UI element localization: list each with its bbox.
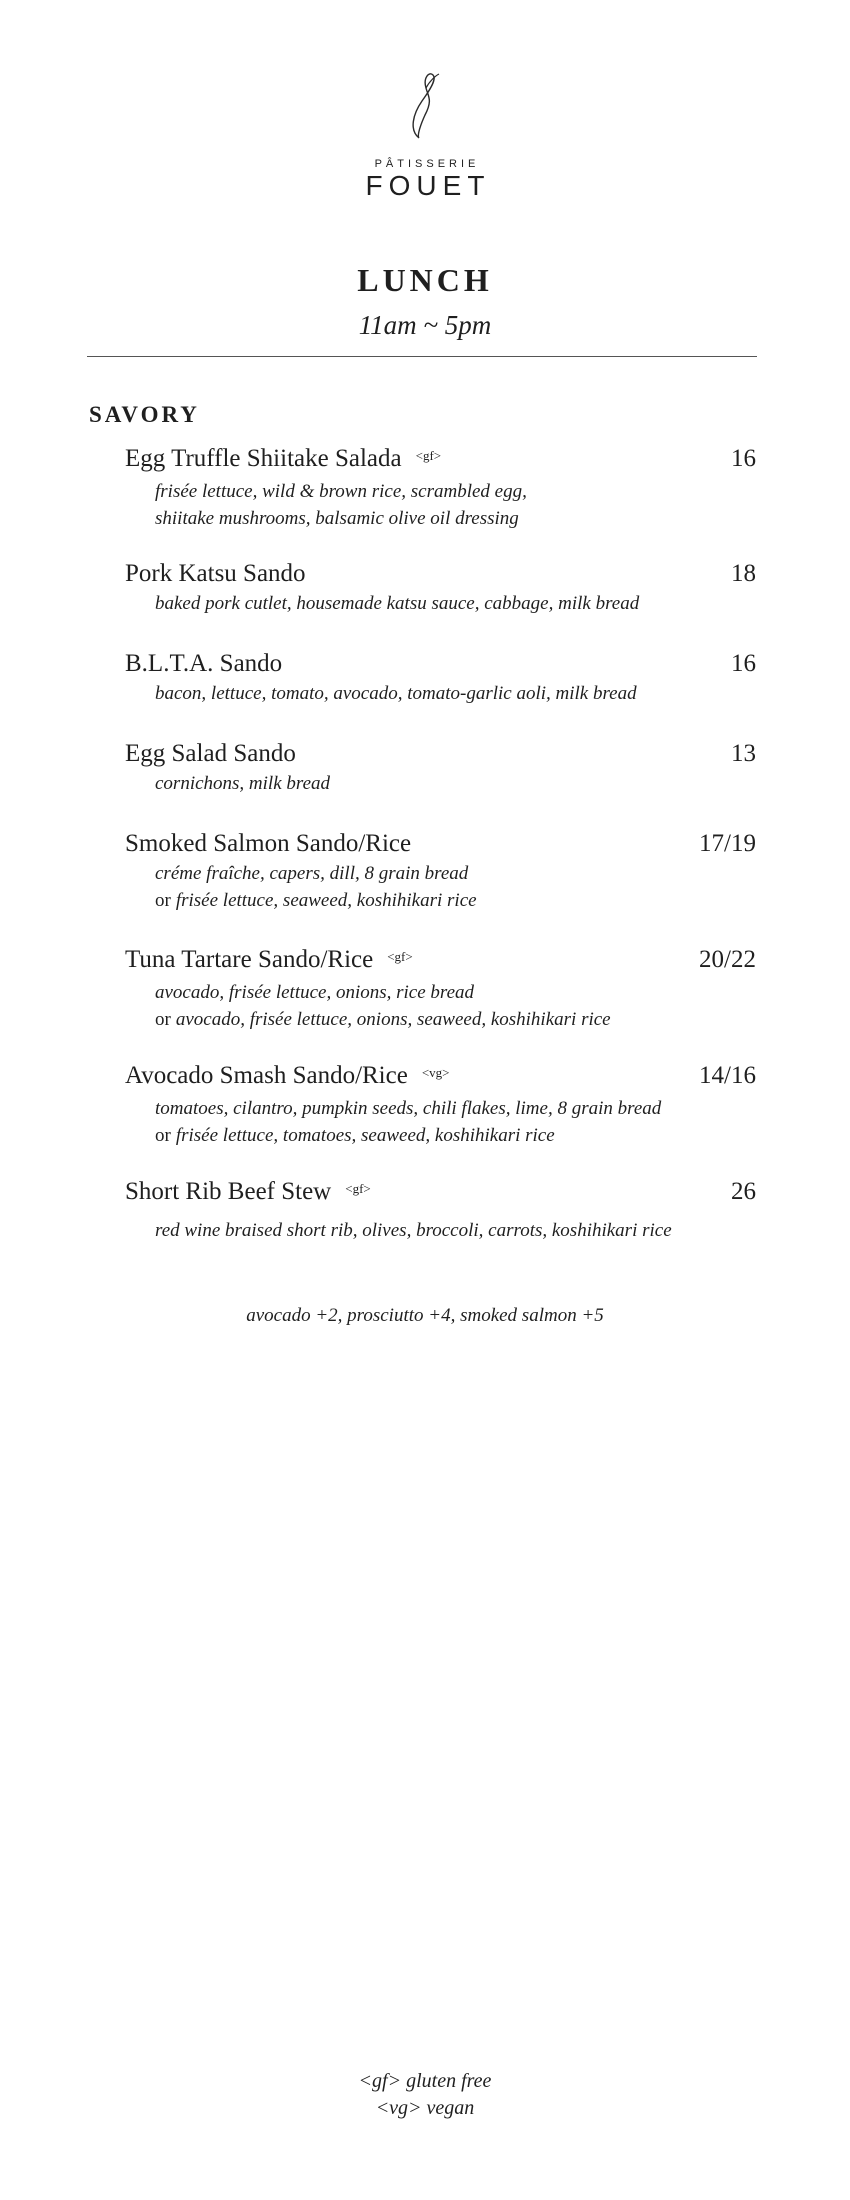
diet-legend bbox=[0, 2068, 850, 2122]
item-price: 13 bbox=[731, 740, 756, 767]
menu-item bbox=[125, 828, 765, 914]
page-title: LUNCH bbox=[357, 262, 493, 298]
diet-tag: <gf> bbox=[345, 1181, 371, 1196]
item-description: shiitake mushrooms, balsamic olive oil dressing bbox=[155, 508, 519, 529]
item-price: 16 bbox=[731, 650, 756, 677]
item-price: 20/22 bbox=[699, 946, 756, 973]
menu-item bbox=[125, 648, 765, 707]
legend-vegan: <vg> vegan bbox=[375, 2097, 475, 2119]
menu-item bbox=[125, 443, 765, 532]
or-label: or bbox=[155, 890, 171, 911]
item-description: red wine braised short rib, olives, broccoli, carrots, koshihikari rice bbox=[155, 1220, 672, 1241]
brand-subtitle: PÂTISSERIE bbox=[374, 158, 480, 170]
item-description: bacon, lettuce, tomato, avocado, tomato-garlic aoli, milk bread bbox=[155, 683, 637, 704]
item-name: Tuna Tartare Sando/Rice bbox=[125, 946, 374, 973]
brand-name: FOUET bbox=[365, 170, 491, 201]
item-description: tomatoes, cilantro, pumpkin seeds, chili flakes, lime, 8 grain bread bbox=[155, 1098, 662, 1119]
item-price: 26 bbox=[731, 1178, 756, 1205]
item-price: 14/16 bbox=[699, 1062, 756, 1089]
divider bbox=[87, 356, 757, 357]
whisk-icon bbox=[395, 70, 455, 142]
item-price: 17/19 bbox=[699, 830, 756, 857]
item-description: cornichons, milk bread bbox=[155, 773, 331, 794]
menu-item bbox=[125, 558, 765, 617]
item-description: frisée lettuce, tomatoes, seaweed, koshihikari rice bbox=[175, 1125, 555, 1146]
item-name: Pork Katsu Sando bbox=[125, 560, 306, 587]
item-name: B.L.T.A. Sando bbox=[125, 650, 283, 677]
section-heading: SAVORY bbox=[89, 402, 200, 427]
item-name: Short Rib Beef Stew bbox=[125, 1178, 332, 1205]
legend-gluten-free: <gf> gluten free bbox=[358, 2070, 492, 2092]
diet-tag: <gf> bbox=[415, 448, 442, 463]
menu-item bbox=[125, 944, 765, 1033]
item-description: frisée lettuce, wild & brown rice, scrambled egg, bbox=[155, 481, 527, 502]
item-description: frisée lettuce, seaweed, koshihikari rice bbox=[175, 890, 477, 911]
item-description: baked pork cutlet, housemade katsu sauce, cabbage, milk bread bbox=[155, 593, 640, 614]
diet-tag: <gf> bbox=[387, 949, 413, 964]
or-label: or bbox=[155, 1125, 171, 1146]
item-description: créme fraîche, capers, dill, 8 grain bread bbox=[155, 863, 469, 884]
menu-item bbox=[125, 1060, 765, 1149]
addons-note: avocado +2, prosciutto +4, smoked salmon +5 bbox=[246, 1305, 604, 1326]
item-description: avocado, frisée lettuce, onions, seaweed, koshihikari rice bbox=[175, 1009, 611, 1030]
item-price: 18 bbox=[731, 560, 756, 587]
menu-item bbox=[125, 1176, 765, 1244]
item-name: Egg Salad Sando bbox=[125, 740, 296, 767]
item-name: Avocado Smash Sando/Rice bbox=[125, 1062, 408, 1089]
diet-tag: <vg> bbox=[421, 1065, 450, 1080]
or-label: or bbox=[155, 1009, 171, 1030]
item-name: Egg Truffle Shiitake Salada bbox=[125, 445, 402, 472]
brand-logo bbox=[0, 70, 850, 200]
item-description: avocado, frisée lettuce, onions, rice bread bbox=[155, 982, 475, 1003]
item-name: Smoked Salmon Sando/Rice bbox=[125, 830, 412, 857]
service-hours: 11am ~ 5pm bbox=[358, 310, 492, 340]
item-price: 16 bbox=[731, 445, 756, 472]
menu-item bbox=[125, 738, 765, 797]
